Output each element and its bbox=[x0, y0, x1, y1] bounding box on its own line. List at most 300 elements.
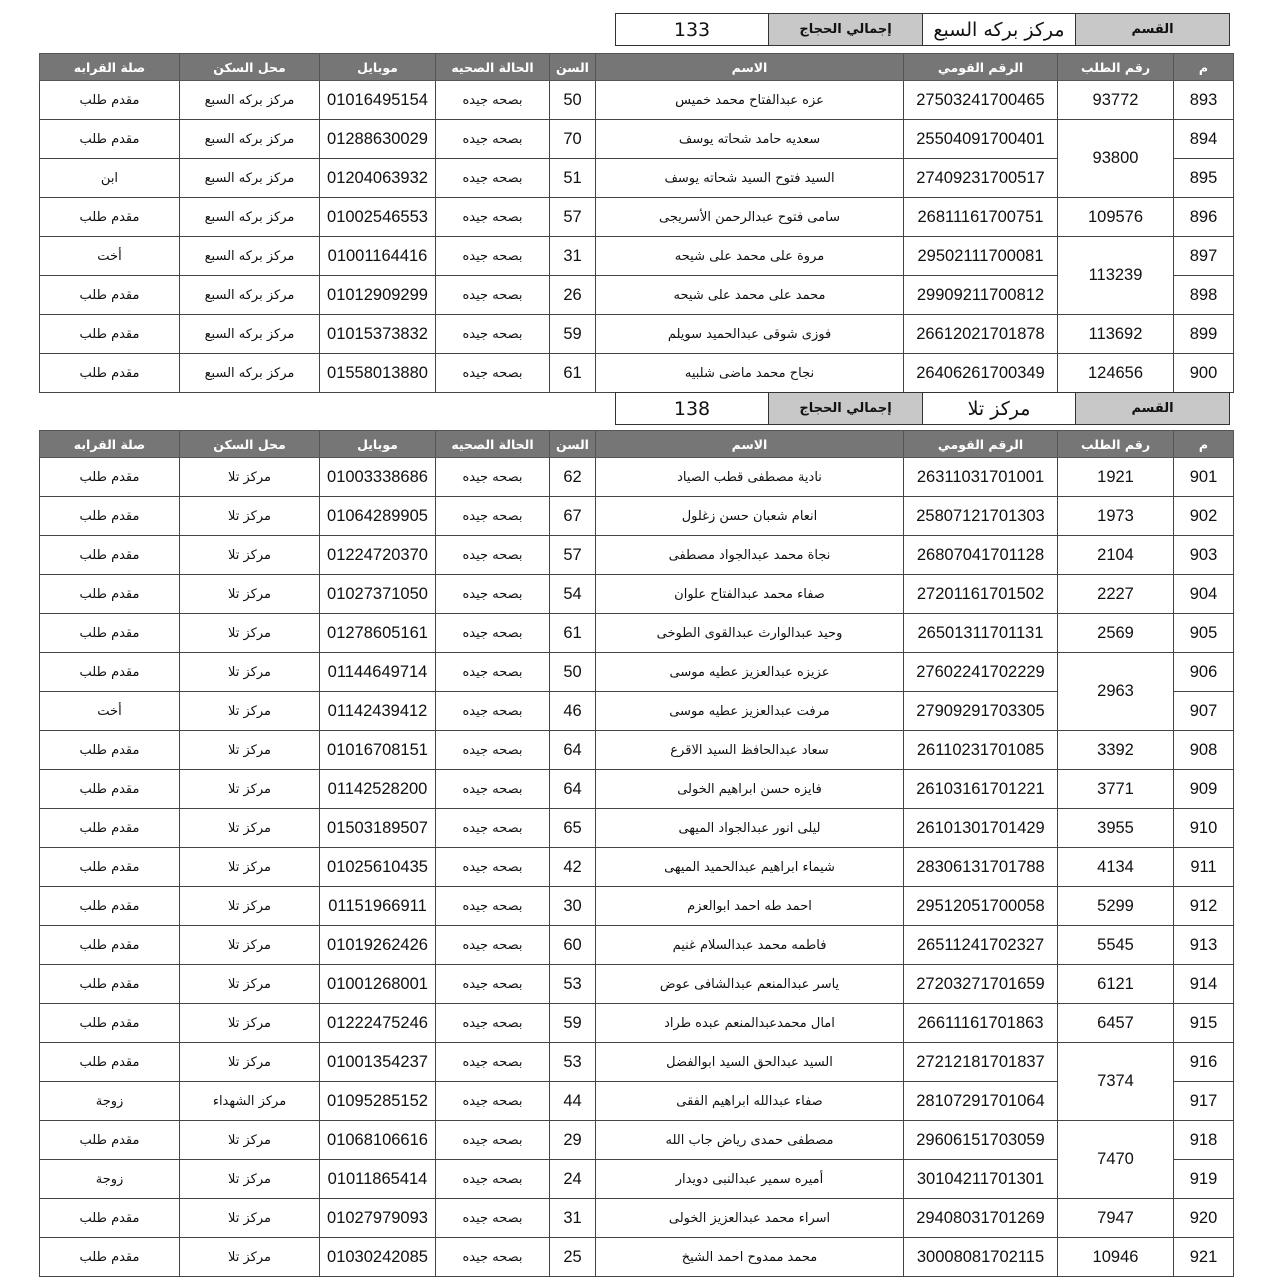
request-no-cell: 93772 bbox=[1058, 81, 1174, 120]
column-header-residence: محل السكن bbox=[180, 431, 320, 458]
request-no-cell: 2963 bbox=[1058, 653, 1174, 731]
column-header-age: السن bbox=[550, 54, 596, 81]
table-row bbox=[40, 926, 1234, 965]
request-no-cell: 6457 bbox=[1058, 1004, 1174, 1043]
index-cell: 918 bbox=[1174, 1121, 1234, 1160]
health-cell: بصحه جيده bbox=[436, 614, 550, 653]
request-no-cell: 3392 bbox=[1058, 731, 1174, 770]
residence-cell: مركز تلا bbox=[180, 965, 320, 1004]
index-cell: 919 bbox=[1174, 1160, 1234, 1199]
table-row bbox=[40, 770, 1234, 809]
request-no-cell: 93800 bbox=[1058, 120, 1174, 198]
age-cell: 64 bbox=[550, 731, 596, 770]
index-cell: 920 bbox=[1174, 1199, 1234, 1238]
column-header-national-id: الرقم القومي bbox=[904, 54, 1058, 81]
table-row bbox=[40, 692, 1234, 731]
health-cell: بصحه جيده bbox=[436, 965, 550, 1004]
relation-cell: مقدم طلب bbox=[40, 536, 180, 575]
name-cell: نادية مصطفى قطب الصياد bbox=[596, 458, 904, 497]
mobile-cell: 01001354237 bbox=[320, 1043, 436, 1082]
national-id-cell: 26611161701863 bbox=[904, 1004, 1058, 1043]
residence-cell: مركز بركه السبع bbox=[180, 354, 320, 393]
health-cell: بصحه جيده bbox=[436, 159, 550, 198]
mobile-cell: 01011865414 bbox=[320, 1160, 436, 1199]
request-no-cell: 4134 bbox=[1058, 848, 1174, 887]
relation-cell: مقدم طلب bbox=[40, 497, 180, 536]
request-no-cell: 10946 bbox=[1058, 1238, 1174, 1277]
mobile-cell: 01027371050 bbox=[320, 575, 436, 614]
name-cell: فوزى شوقى عبدالحميد سويلم bbox=[596, 315, 904, 354]
age-cell: 51 bbox=[550, 159, 596, 198]
total-pilgrims-value: 133 bbox=[616, 14, 769, 46]
health-cell: بصحه جيده bbox=[436, 276, 550, 315]
residence-cell: مركز بركه السبع bbox=[180, 315, 320, 354]
index-cell: 909 bbox=[1174, 770, 1234, 809]
national-id-cell: 27909291703305 bbox=[904, 692, 1058, 731]
age-cell: 31 bbox=[550, 237, 596, 276]
national-id-cell: 27203271701659 bbox=[904, 965, 1058, 1004]
total-pilgrims-value: 138 bbox=[616, 393, 769, 425]
column-header-name: الاسم bbox=[596, 54, 904, 81]
column-header-index: م bbox=[1174, 54, 1234, 81]
residence-cell: مركز تلا bbox=[180, 1121, 320, 1160]
health-cell: بصحه جيده bbox=[436, 1199, 550, 1238]
mobile-cell: 01278605161 bbox=[320, 614, 436, 653]
index-cell: 911 bbox=[1174, 848, 1234, 887]
index-cell: 913 bbox=[1174, 926, 1234, 965]
index-cell: 893 bbox=[1174, 81, 1234, 120]
health-cell: بصحه جيده bbox=[436, 536, 550, 575]
name-cell: أميره سمير عبدالنبى دويدار bbox=[596, 1160, 904, 1199]
name-cell: مصطفى حمدى رياض جاب الله bbox=[596, 1121, 904, 1160]
residence-cell: مركز تلا bbox=[180, 575, 320, 614]
health-cell: بصحه جيده bbox=[436, 81, 550, 120]
age-cell: 53 bbox=[550, 1043, 596, 1082]
health-cell: بصحه جيده bbox=[436, 1043, 550, 1082]
mobile-cell: 01558013880 bbox=[320, 354, 436, 393]
national-id-cell: 27503241700465 bbox=[904, 81, 1058, 120]
relation-cell: أخت bbox=[40, 692, 180, 731]
relation-cell: مقدم طلب bbox=[40, 458, 180, 497]
section-value: مركز تلا bbox=[923, 393, 1076, 425]
national-id-cell: 26311031701001 bbox=[904, 458, 1058, 497]
health-cell: بصحه جيده bbox=[436, 315, 550, 354]
health-cell: بصحه جيده bbox=[436, 575, 550, 614]
relation-cell: مقدم طلب bbox=[40, 354, 180, 393]
column-header-health: الحالة الصحيه bbox=[436, 431, 550, 458]
column-header-name: الاسم bbox=[596, 431, 904, 458]
mobile-cell: 01142439412 bbox=[320, 692, 436, 731]
request-no-cell: 124656 bbox=[1058, 354, 1174, 393]
name-cell: سعاد عبدالحافظ السيد الاقرع bbox=[596, 731, 904, 770]
relation-cell: مقدم طلب bbox=[40, 1199, 180, 1238]
mobile-cell: 01015373832 bbox=[320, 315, 436, 354]
age-cell: 42 bbox=[550, 848, 596, 887]
relation-cell: ابن bbox=[40, 159, 180, 198]
name-cell: صفاء عبدالله ابراهيم الفقى bbox=[596, 1082, 904, 1121]
mobile-cell: 01224720370 bbox=[320, 536, 436, 575]
relation-cell: مقدم طلب bbox=[40, 653, 180, 692]
health-cell: بصحه جيده bbox=[436, 1160, 550, 1199]
age-cell: 44 bbox=[550, 1082, 596, 1121]
health-cell: بصحه جيده bbox=[436, 848, 550, 887]
residence-cell: مركز تلا bbox=[180, 731, 320, 770]
national-id-cell: 27409231700517 bbox=[904, 159, 1058, 198]
column-header-health: الحالة الصحيه bbox=[436, 54, 550, 81]
national-id-cell: 29606151703059 bbox=[904, 1121, 1058, 1160]
relation-cell: مقدم طلب bbox=[40, 614, 180, 653]
age-cell: 61 bbox=[550, 614, 596, 653]
request-no-cell: 109576 bbox=[1058, 198, 1174, 237]
table-row bbox=[40, 731, 1234, 770]
index-cell: 896 bbox=[1174, 198, 1234, 237]
section-summary bbox=[615, 392, 1230, 425]
index-cell: 899 bbox=[1174, 315, 1234, 354]
national-id-cell: 26612021701878 bbox=[904, 315, 1058, 354]
name-cell: امال محمدعبدالمنعم عبده طراد bbox=[596, 1004, 904, 1043]
table-row bbox=[40, 458, 1234, 497]
age-cell: 25 bbox=[550, 1238, 596, 1277]
table-row bbox=[40, 1004, 1234, 1043]
name-cell: فاطمه محمد عبدالسلام غنيم bbox=[596, 926, 904, 965]
relation-cell: زوجة bbox=[40, 1082, 180, 1121]
health-cell: بصحه جيده bbox=[436, 120, 550, 159]
health-cell: بصحه جيده bbox=[436, 692, 550, 731]
age-cell: 46 bbox=[550, 692, 596, 731]
index-cell: 915 bbox=[1174, 1004, 1234, 1043]
relation-cell: مقدم طلب bbox=[40, 1004, 180, 1043]
mobile-cell: 01025610435 bbox=[320, 848, 436, 887]
pilgrims-table bbox=[39, 430, 1234, 1277]
national-id-cell: 26101301701429 bbox=[904, 809, 1058, 848]
table-row bbox=[40, 575, 1234, 614]
index-cell: 906 bbox=[1174, 653, 1234, 692]
request-no-cell: 6121 bbox=[1058, 965, 1174, 1004]
mobile-cell: 01151966911 bbox=[320, 887, 436, 926]
name-cell: وحيد عبدالوارث عبدالقوى الطوخى bbox=[596, 614, 904, 653]
index-cell: 910 bbox=[1174, 809, 1234, 848]
table-row bbox=[40, 354, 1234, 393]
table-row bbox=[40, 120, 1234, 159]
column-header-mobile: موبايل bbox=[320, 54, 436, 81]
name-cell: السيد فتوح السيد شحاته يوسف bbox=[596, 159, 904, 198]
residence-cell: مركز تلا bbox=[180, 497, 320, 536]
national-id-cell: 26807041701128 bbox=[904, 536, 1058, 575]
residence-cell: مركز تلا bbox=[180, 653, 320, 692]
name-cell: انعام شعبان حسن زغلول bbox=[596, 497, 904, 536]
mobile-cell: 01503189507 bbox=[320, 809, 436, 848]
national-id-cell: 29408031701269 bbox=[904, 1199, 1058, 1238]
age-cell: 70 bbox=[550, 120, 596, 159]
column-header-request-no: رقم الطلب bbox=[1058, 54, 1174, 81]
health-cell: بصحه جيده bbox=[436, 887, 550, 926]
age-cell: 24 bbox=[550, 1160, 596, 1199]
national-id-cell: 29909211700812 bbox=[904, 276, 1058, 315]
health-cell: بصحه جيده bbox=[436, 458, 550, 497]
index-cell: 903 bbox=[1174, 536, 1234, 575]
mobile-cell: 01068106616 bbox=[320, 1121, 436, 1160]
health-cell: بصحه جيده bbox=[436, 653, 550, 692]
residence-cell: مركز تلا bbox=[180, 458, 320, 497]
age-cell: 65 bbox=[550, 809, 596, 848]
table-row bbox=[40, 497, 1234, 536]
mobile-cell: 01142528200 bbox=[320, 770, 436, 809]
request-no-cell: 3771 bbox=[1058, 770, 1174, 809]
relation-cell: مقدم طلب bbox=[40, 198, 180, 237]
health-cell: بصحه جيده bbox=[436, 354, 550, 393]
residence-cell: مركز تلا bbox=[180, 809, 320, 848]
table-header-row bbox=[40, 54, 1234, 81]
index-cell: 917 bbox=[1174, 1082, 1234, 1121]
column-header-request-no: رقم الطلب bbox=[1058, 431, 1174, 458]
column-header-age: السن bbox=[550, 431, 596, 458]
residence-cell: مركز تلا bbox=[180, 926, 320, 965]
table-row bbox=[40, 536, 1234, 575]
name-cell: السيد عبدالحق السيد ابوالفضل bbox=[596, 1043, 904, 1082]
residence-cell: مركز تلا bbox=[180, 1004, 320, 1043]
age-cell: 30 bbox=[550, 887, 596, 926]
table-row bbox=[40, 1160, 1234, 1199]
health-cell: بصحه جيده bbox=[436, 926, 550, 965]
age-cell: 26 bbox=[550, 276, 596, 315]
table-row bbox=[40, 1238, 1234, 1277]
request-no-cell: 1973 bbox=[1058, 497, 1174, 536]
residence-cell: مركز تلا bbox=[180, 536, 320, 575]
name-cell: سعديه حامد شحاته يوسف bbox=[596, 120, 904, 159]
relation-cell: مقدم طلب bbox=[40, 81, 180, 120]
age-cell: 60 bbox=[550, 926, 596, 965]
national-id-cell: 29512051700058 bbox=[904, 887, 1058, 926]
index-cell: 914 bbox=[1174, 965, 1234, 1004]
health-cell: بصحه جيده bbox=[436, 237, 550, 276]
table-row bbox=[40, 809, 1234, 848]
mobile-cell: 01095285152 bbox=[320, 1082, 436, 1121]
mobile-cell: 01222475246 bbox=[320, 1004, 436, 1043]
national-id-cell: 27602241702229 bbox=[904, 653, 1058, 692]
mobile-cell: 01144649714 bbox=[320, 653, 436, 692]
name-cell: سامى فتوح عبدالرحمن الأسريجى bbox=[596, 198, 904, 237]
name-cell: عزيزه عبدالعزيز عطيه موسى bbox=[596, 653, 904, 692]
index-cell: 900 bbox=[1174, 354, 1234, 393]
mobile-cell: 01030242085 bbox=[320, 1238, 436, 1277]
health-cell: بصحه جيده bbox=[436, 1082, 550, 1121]
name-cell: فايزه حسن ابراهيم الخولى bbox=[596, 770, 904, 809]
table-row bbox=[40, 198, 1234, 237]
age-cell: 53 bbox=[550, 965, 596, 1004]
relation-cell: مقدم طلب bbox=[40, 120, 180, 159]
mobile-cell: 01016708151 bbox=[320, 731, 436, 770]
residence-cell: مركز الشهداء bbox=[180, 1082, 320, 1121]
name-cell: صفاء محمد عبدالفتاح علوان bbox=[596, 575, 904, 614]
total-pilgrims-label: إجمالي الحجاج bbox=[769, 14, 923, 46]
national-id-cell: 26406261700349 bbox=[904, 354, 1058, 393]
index-cell: 895 bbox=[1174, 159, 1234, 198]
national-id-cell: 26511241702327 bbox=[904, 926, 1058, 965]
section-summary bbox=[615, 13, 1230, 46]
health-cell: بصحه جيده bbox=[436, 1004, 550, 1043]
column-header-relation: صلة القرابه bbox=[40, 431, 180, 458]
relation-cell: مقدم طلب bbox=[40, 770, 180, 809]
mobile-cell: 01204063932 bbox=[320, 159, 436, 198]
residence-cell: مركز تلا bbox=[180, 692, 320, 731]
request-no-cell: 1921 bbox=[1058, 458, 1174, 497]
mobile-cell: 01001164416 bbox=[320, 237, 436, 276]
national-id-cell: 28306131701788 bbox=[904, 848, 1058, 887]
health-cell: بصحه جيده bbox=[436, 809, 550, 848]
table-row bbox=[40, 315, 1234, 354]
mobile-cell: 01016495154 bbox=[320, 81, 436, 120]
name-cell: محمد على محمد على شيحه bbox=[596, 276, 904, 315]
age-cell: 59 bbox=[550, 315, 596, 354]
age-cell: 50 bbox=[550, 81, 596, 120]
table-row bbox=[40, 653, 1234, 692]
relation-cell: مقدم طلب bbox=[40, 926, 180, 965]
column-header-residence: محل السكن bbox=[180, 54, 320, 81]
age-cell: 31 bbox=[550, 1199, 596, 1238]
mobile-cell: 01064289905 bbox=[320, 497, 436, 536]
residence-cell: مركز بركه السبع bbox=[180, 159, 320, 198]
age-cell: 64 bbox=[550, 770, 596, 809]
index-cell: 898 bbox=[1174, 276, 1234, 315]
mobile-cell: 01002546553 bbox=[320, 198, 436, 237]
national-id-cell: 25504091700401 bbox=[904, 120, 1058, 159]
table-row bbox=[40, 614, 1234, 653]
name-cell: نجاح محمد ماضى شلبيه bbox=[596, 354, 904, 393]
residence-cell: مركز تلا bbox=[180, 1199, 320, 1238]
age-cell: 57 bbox=[550, 536, 596, 575]
request-no-cell: 5299 bbox=[1058, 887, 1174, 926]
relation-cell: مقدم طلب bbox=[40, 575, 180, 614]
table-row bbox=[40, 1043, 1234, 1082]
pilgrims-table bbox=[39, 53, 1234, 393]
age-cell: 59 bbox=[550, 1004, 596, 1043]
table-row bbox=[40, 1082, 1234, 1121]
name-cell: شيماء ابراهيم عبدالحميد الميهى bbox=[596, 848, 904, 887]
table-row bbox=[40, 81, 1234, 120]
residence-cell: مركز بركه السبع bbox=[180, 276, 320, 315]
section-label: القسم bbox=[1076, 393, 1230, 425]
mobile-cell: 01003338686 bbox=[320, 458, 436, 497]
request-no-cell: 113239 bbox=[1058, 237, 1174, 315]
national-id-cell: 26811161700751 bbox=[904, 198, 1058, 237]
age-cell: 50 bbox=[550, 653, 596, 692]
request-no-cell: 5545 bbox=[1058, 926, 1174, 965]
national-id-cell: 25807121701303 bbox=[904, 497, 1058, 536]
age-cell: 29 bbox=[550, 1121, 596, 1160]
residence-cell: مركز تلا bbox=[180, 1043, 320, 1082]
index-cell: 904 bbox=[1174, 575, 1234, 614]
name-cell: محمد ممدوح احمد الشيخ bbox=[596, 1238, 904, 1277]
health-cell: بصحه جيده bbox=[436, 770, 550, 809]
table-row bbox=[40, 965, 1234, 1004]
relation-cell: أخت bbox=[40, 237, 180, 276]
name-cell: اسراء محمد عبدالعزيز الخولى bbox=[596, 1199, 904, 1238]
relation-cell: مقدم طلب bbox=[40, 887, 180, 926]
request-no-cell: 7470 bbox=[1058, 1121, 1174, 1199]
health-cell: بصحه جيده bbox=[436, 1121, 550, 1160]
request-no-cell: 3955 bbox=[1058, 809, 1174, 848]
table-row bbox=[40, 276, 1234, 315]
request-no-cell: 2227 bbox=[1058, 575, 1174, 614]
age-cell: 61 bbox=[550, 354, 596, 393]
health-cell: بصحه جيده bbox=[436, 1238, 550, 1277]
relation-cell: مقدم طلب bbox=[40, 276, 180, 315]
table-row bbox=[40, 887, 1234, 926]
age-cell: 54 bbox=[550, 575, 596, 614]
residence-cell: مركز بركه السبع bbox=[180, 81, 320, 120]
table-row bbox=[40, 848, 1234, 887]
mobile-cell: 01012909299 bbox=[320, 276, 436, 315]
relation-cell: مقدم طلب bbox=[40, 1121, 180, 1160]
index-cell: 901 bbox=[1174, 458, 1234, 497]
relation-cell: مقدم طلب bbox=[40, 1238, 180, 1277]
index-cell: 897 bbox=[1174, 237, 1234, 276]
mobile-cell: 01019262426 bbox=[320, 926, 436, 965]
name-cell: مرفت عبدالعزيز عطيه موسى bbox=[596, 692, 904, 731]
national-id-cell: 30008081702115 bbox=[904, 1238, 1058, 1277]
table-row bbox=[40, 159, 1234, 198]
residence-cell: مركز بركه السبع bbox=[180, 120, 320, 159]
mobile-cell: 01027979093 bbox=[320, 1199, 436, 1238]
relation-cell: مقدم طلب bbox=[40, 1043, 180, 1082]
residence-cell: مركز تلا bbox=[180, 848, 320, 887]
table-header-row bbox=[40, 431, 1234, 458]
national-id-cell: 26103161701221 bbox=[904, 770, 1058, 809]
name-cell: ياسر عبدالمنعم عبدالشافى عوض bbox=[596, 965, 904, 1004]
column-header-mobile: موبايل bbox=[320, 431, 436, 458]
column-header-national-id: الرقم القومي bbox=[904, 431, 1058, 458]
national-id-cell: 30104211701301 bbox=[904, 1160, 1058, 1199]
index-cell: 894 bbox=[1174, 120, 1234, 159]
national-id-cell: 27212181701837 bbox=[904, 1043, 1058, 1082]
index-cell: 912 bbox=[1174, 887, 1234, 926]
table-row bbox=[40, 1121, 1234, 1160]
name-cell: احمد طه احمد ابوالعزم bbox=[596, 887, 904, 926]
column-header-relation: صلة القرابه bbox=[40, 54, 180, 81]
request-no-cell: 113692 bbox=[1058, 315, 1174, 354]
total-pilgrims-label: إجمالي الحجاج bbox=[769, 393, 923, 425]
relation-cell: مقدم طلب bbox=[40, 848, 180, 887]
name-cell: عزه عبدالفتاح محمد خميس bbox=[596, 81, 904, 120]
residence-cell: مركز تلا bbox=[180, 1160, 320, 1199]
index-cell: 907 bbox=[1174, 692, 1234, 731]
index-cell: 905 bbox=[1174, 614, 1234, 653]
residence-cell: مركز بركه السبع bbox=[180, 198, 320, 237]
national-id-cell: 28107291701064 bbox=[904, 1082, 1058, 1121]
age-cell: 57 bbox=[550, 198, 596, 237]
age-cell: 62 bbox=[550, 458, 596, 497]
national-id-cell: 27201161701502 bbox=[904, 575, 1058, 614]
table-row bbox=[40, 237, 1234, 276]
relation-cell: زوجة bbox=[40, 1160, 180, 1199]
request-no-cell: 7947 bbox=[1058, 1199, 1174, 1238]
relation-cell: مقدم طلب bbox=[40, 809, 180, 848]
residence-cell: مركز بركه السبع bbox=[180, 237, 320, 276]
mobile-cell: 01288630029 bbox=[320, 120, 436, 159]
age-cell: 67 bbox=[550, 497, 596, 536]
index-cell: 921 bbox=[1174, 1238, 1234, 1277]
residence-cell: مركز تلا bbox=[180, 614, 320, 653]
table-row bbox=[40, 1199, 1234, 1238]
index-cell: 908 bbox=[1174, 731, 1234, 770]
section-value: مركز بركه السبع bbox=[923, 14, 1076, 46]
relation-cell: مقدم طلب bbox=[40, 315, 180, 354]
health-cell: بصحه جيده bbox=[436, 198, 550, 237]
national-id-cell: 29502111700081 bbox=[904, 237, 1058, 276]
name-cell: مروة على محمد على شيحه bbox=[596, 237, 904, 276]
name-cell: ليلى انور عبدالجواد الميهى bbox=[596, 809, 904, 848]
residence-cell: مركز تلا bbox=[180, 887, 320, 926]
